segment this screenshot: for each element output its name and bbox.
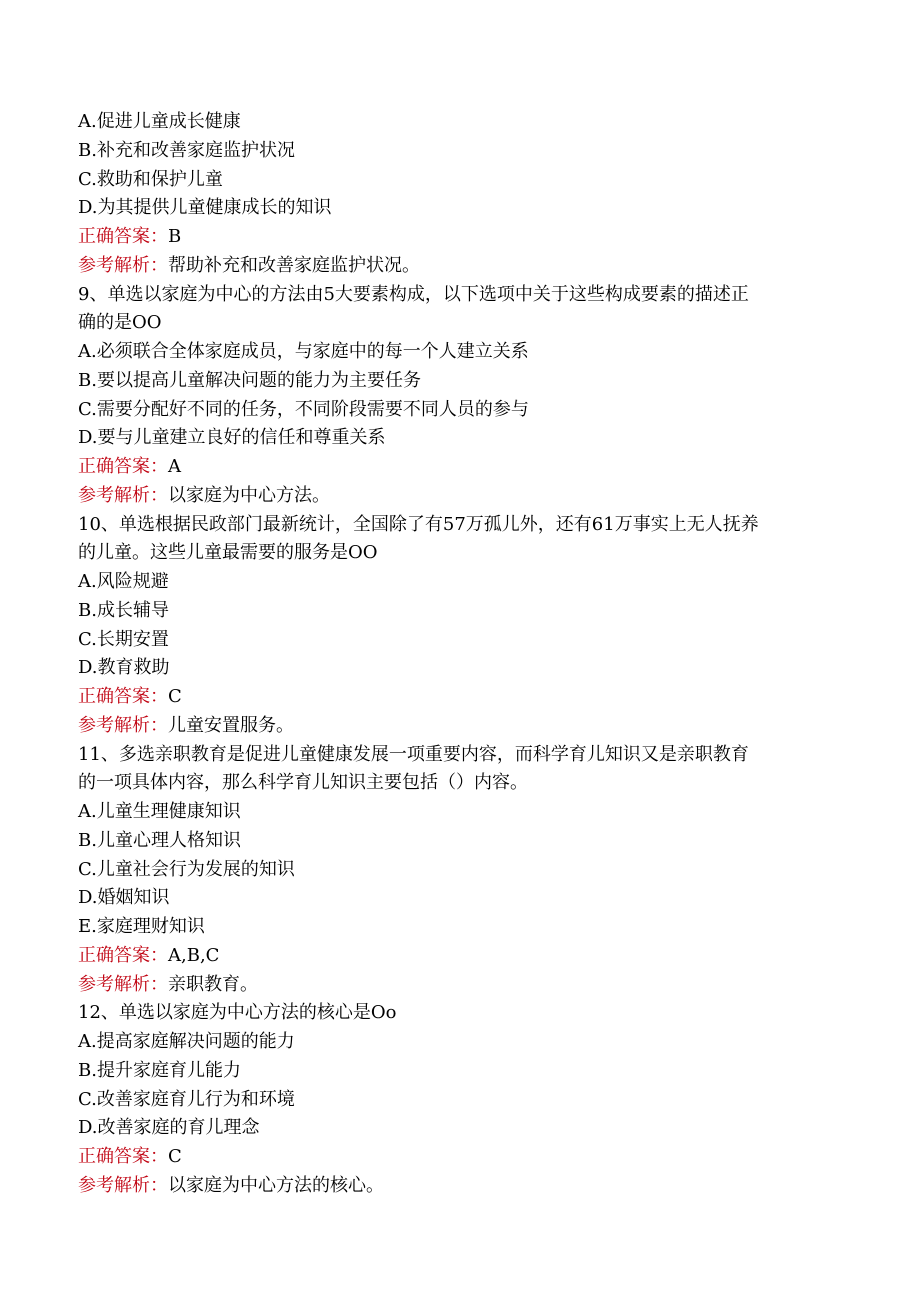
question-block (78, 108, 838, 281)
option-c: C.需要分配好不同的任务，不同阶段需要不同人员的参与 (78, 398, 529, 420)
analysis-label: 参考解析： (78, 1174, 168, 1196)
question-text-line: 的一项具体内容，那么科学育儿知识主要包括（）内容。 (78, 772, 528, 794)
option-a: A.儿童生理健康知识 (78, 801, 241, 822)
question-block (78, 281, 838, 511)
analysis-label: 参考解析： (78, 254, 168, 276)
analysis-text: 以家庭为中心方法。 (168, 484, 330, 506)
option-e: E.家庭理财知识 (78, 916, 205, 937)
answer-line (78, 453, 838, 482)
option-a: A.提高家庭解决问题的能力 (78, 1031, 295, 1052)
answer-line (78, 683, 838, 712)
answer-line (78, 223, 838, 252)
answer-value: A,B,C (168, 944, 220, 966)
analysis-line (78, 1172, 838, 1201)
analysis-line (78, 252, 838, 281)
answer-value: C (168, 1146, 182, 1167)
analysis-text: 以家庭为中心方法的核心。 (168, 1174, 384, 1196)
option-d: D.婚姻知识 (78, 887, 170, 909)
answer-label: 正确答案： (78, 226, 168, 247)
option-b: B.要以提高儿童解决问题的能力为主要任务 (78, 369, 421, 391)
question-text-line: 11、多选亲职教育是促进儿童健康发展一项重要内容，而科学育儿知识又是亲职教育 (78, 743, 749, 765)
question-text-line: 确的是OO (78, 312, 162, 334)
analysis-label: 参考解析： (78, 973, 168, 995)
analysis-line (78, 712, 838, 741)
answer-label: 正确答案： (78, 456, 168, 477)
question-text-line: 的儿童。这些儿童最需要的服务是OO (78, 542, 378, 564)
option-d: D.为其提供儿童健康成长的知识 (78, 197, 332, 219)
answer-label: 正确答案： (78, 686, 168, 707)
question-text-line: 9、单选以家庭为中心的方法由5大要素构成，以下选项中关于这些构成要素的描述正 (78, 283, 749, 305)
option-c: C.救助和保护儿童 (78, 168, 223, 190)
option-a: A.促进儿童成长健康 (78, 111, 241, 132)
analysis-line (78, 482, 838, 511)
analysis-label: 参考解析： (78, 484, 168, 506)
question-text-line: 12、单选以家庭为中心方法的核心是Oo (78, 1002, 397, 1024)
option-b: B.成长辅导 (78, 599, 169, 621)
question-block (78, 999, 838, 1200)
option-d: D.要与儿童建立良好的信任和尊重关系 (78, 427, 386, 449)
answer-value: A (168, 456, 181, 477)
answer-value: B (168, 226, 182, 247)
answer-label: 正确答案： (78, 1146, 168, 1167)
question-text-line: 10、单选根据民政部门最新统计，全国除了有57万孤儿外，还有61万事实上无人抚养 (78, 513, 759, 535)
answer-label: 正确答案： (78, 944, 168, 966)
option-c: C.长期安置 (78, 628, 169, 650)
document-page (78, 108, 838, 1201)
analysis-label: 参考解析： (78, 714, 168, 736)
analysis-line (78, 971, 838, 1000)
option-c: C.改善家庭育儿行为和环境 (78, 1088, 295, 1110)
option-b: B.补充和改善家庭监护状况 (78, 139, 295, 161)
question-block (78, 741, 838, 1000)
analysis-text: 亲职教育。 (168, 973, 258, 995)
option-b: B.提升家庭育儿能力 (78, 1059, 241, 1081)
question-block (78, 511, 838, 741)
option-a: A.风险规避 (78, 571, 169, 592)
option-b: B.儿童心理人格知识 (78, 829, 241, 851)
answer-line (78, 942, 838, 971)
answer-value: C (168, 686, 182, 707)
analysis-text: 帮助补充和改善家庭监护状况。 (168, 254, 420, 276)
answer-line (78, 1143, 838, 1172)
option-d: D.教育救助 (78, 657, 170, 679)
option-c: C.儿童社会行为发展的知识 (78, 858, 295, 880)
option-d: D.改善家庭的育儿理念 (78, 1117, 260, 1139)
option-a: A.必须联合全体家庭成员，与家庭中的每一个人建立关系 (78, 341, 529, 362)
analysis-text: 儿童安置服务。 (168, 714, 294, 736)
